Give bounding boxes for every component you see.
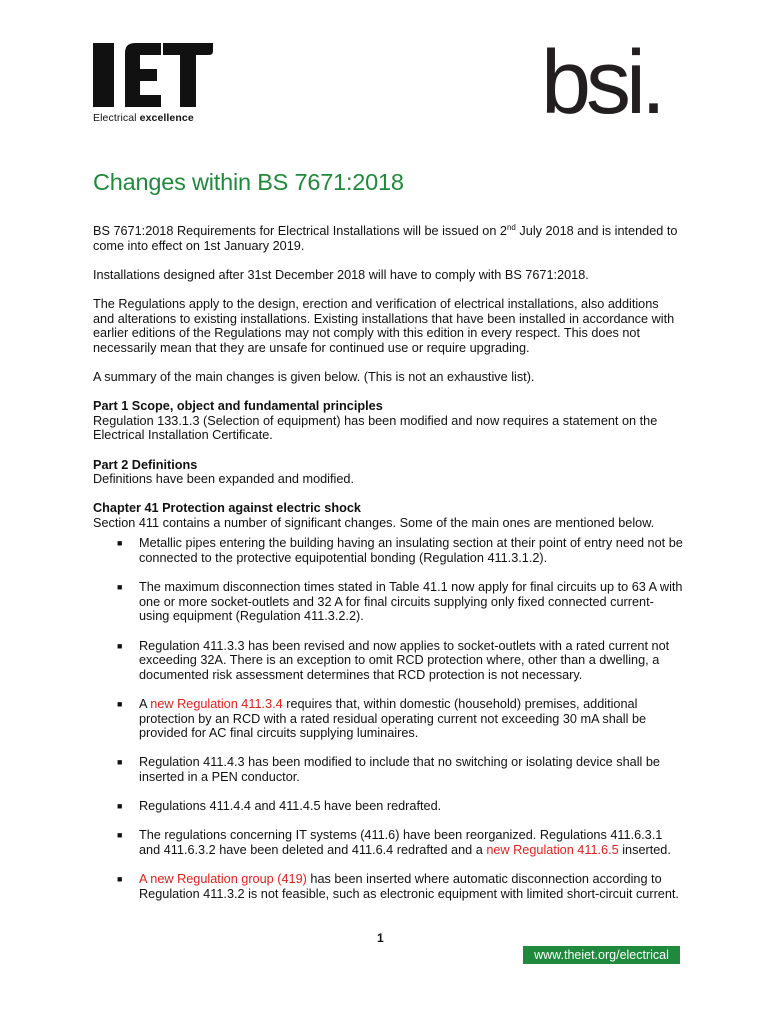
intro-paragraph-3: The Regulations apply to the design, erection and verification of electrical installations, also additions and alterations to existing installations. Existing installations that have been installed in accordance with earlier editions of the Regulations may not comply with this edition in every respect. This does not necessarily mean that they are unsafe for continued use or require upgrading.: [93, 296, 675, 355]
bsi-logo: bsi.: [541, 33, 662, 133]
list-item: ■ Regulations 411.4.4 and 411.4.5 have been redrafted.: [117, 799, 442, 814]
intro-paragraph-1: BS 7671:2018 Requirements for Electrical Installations will be issued on 2nd July 2018 and is intended to come into effect on 1st January 2019.: [93, 223, 678, 253]
highlight-link: new Regulation 411.6.5: [486, 842, 619, 857]
part2-heading: Part 2 Definitions: [93, 457, 198, 472]
chapter41-text: Section 411 contains a number of significant changes. Some of the main ones are mentioned below.: [93, 515, 655, 530]
part1-text: Regulation 133.1.3 (Selection of equipment) has been modified and now requires a statement on the Electrical Installation Certificate.: [93, 413, 658, 443]
footer-url[interactable]: www.theiet.org/electrical: [523, 946, 680, 964]
list-item: ■ Regulation 411.3.3 has been revised and now applies to socket-outlets with a rated current not exceeding 32A. There is an exception to omit RCD protection where, other than a dwelling, a documented risk assessment determines that RCD protection is not necessary.: [117, 638, 670, 682]
page-title: Changes within BS 7671:2018: [93, 169, 404, 195]
highlight-link: new Regulation 411.3.4: [150, 697, 283, 711]
bullet-icon: ■: [117, 640, 123, 651]
highlight-link: A new Regulation group (419): [139, 872, 307, 887]
part2-text: Definitions have been expanded and modified.: [93, 472, 354, 487]
changes-list: [93, 536, 683, 901]
list-item: ■ The regulations concerning IT systems (411.6) have been reorganized. Regulations 411.6.3.1 and 411.6.3.2 have been deleted and 411.6.4 redrafted and a new Regulation 411.6.5 inserted.: [117, 828, 671, 857]
list-item: ■ The maximum disconnection times stated in Table 41.1 now apply for final circuits up to 63 A with one or more socket-outlets and 32 A for final circuits supplying only fixed connected current-using equipment (Regulation 411.3.2.2).: [117, 580, 683, 624]
list-item: ■ Metallic pipes entering the building having an insulating section at their point of entry need not be connected to the protective equipotential bonding (Regulation 411.3.1.2).: [117, 536, 683, 566]
iet-logo: [93, 43, 213, 125]
bullet-icon: ■: [117, 757, 123, 768]
bullet-icon: ■: [117, 801, 123, 812]
list-item: ■ A new Regulation group (419) has been inserted where automatic disconnection according to Regulation 411.3.2 is not feasible, such as electronic equipment with limited short-circuit current.: [117, 872, 679, 901]
bullet-icon: ■: [117, 874, 123, 885]
bullet-icon: ■: [117, 830, 123, 841]
document-body: [93, 224, 683, 916]
part1-heading: Part 1 Scope, object and fundamental principles: [93, 399, 383, 414]
list-item: ■ Regulation 411.4.3 has been modified to include that no switching or isolating device shall be inserted in a PEN conductor.: [117, 755, 660, 784]
bullet-icon: ■: [117, 582, 123, 593]
list-item: ■ A new Regulation 411.3.4 requires that, within domestic (household) premises, additional protection by an RCD with a rated residual operating current not exceeding 30 mA shall be provided for AC final circuits supplying luminaires.: [117, 697, 647, 741]
iet-logo-mark: [93, 43, 213, 107]
bullet-icon: ■: [117, 538, 123, 549]
chapter41-heading: Chapter 41 Protection against electric shock: [93, 501, 361, 516]
iet-tagline: Electrical excellence: [93, 112, 194, 124]
bullet-icon: ■: [117, 699, 123, 709]
intro-paragraph-2: Installations designed after 31st December 2018 will have to comply with BS 7671:2018.: [93, 267, 589, 282]
page-number: 1: [377, 931, 384, 945]
intro-paragraph-4: A summary of the main changes is given below. (This is not an exhaustive list).: [93, 369, 535, 384]
